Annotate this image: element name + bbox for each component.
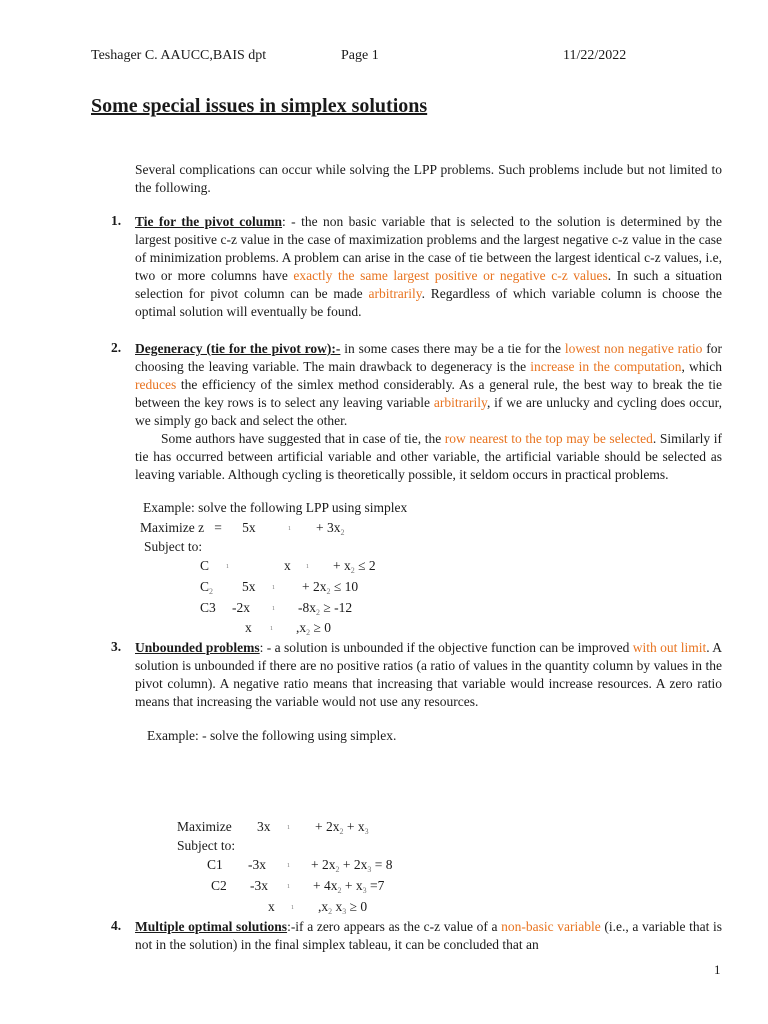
- ex1-c1-label: C: [200, 558, 210, 573]
- header-author: Teshager C. AAUCC,BAIS dpt: [91, 48, 267, 63]
- ex2-nonneg-rest: $,x_2$ $x_3 \ge 0$: [318, 899, 368, 916]
- item-2-highlight: increase in the computation: [530, 359, 682, 374]
- item-2-paragraph: [135, 340, 722, 430]
- item-2-highlight: reduces: [135, 377, 177, 392]
- item-2-text: in some cases there may be a tie for the: [340, 341, 565, 356]
- example-1-label: Example: solve the following LPP using simplex: [143, 500, 408, 515]
- ex2-objective-rest: + $2x_2 + x_3$: [315, 819, 369, 836]
- example-1-objective-tail: + $3x_2$: [316, 520, 345, 537]
- item-2-number: 2.: [111, 340, 122, 355]
- item-2-text: , which: [681, 359, 722, 374]
- item-2-highlight: arbitrarily: [433, 395, 487, 410]
- item-3-text: . A solution is unbounded if there are no positive ratios (a ratio of values in the quantity column by values in the pivot column). A negative ratio means that increasing that variable would increase resources. A zero ratio means that increasing the variable would not use any resources.: [135, 640, 722, 709]
- page-title: Some special issues in simplex solutions: [91, 95, 428, 117]
- ex2-c1-rest: + $2x_2 + 2x_3 = 8$: [311, 857, 393, 874]
- ex2-c2-x1-sub: 1: [287, 884, 290, 890]
- item-3-heading: Unbounded problems: [135, 640, 260, 655]
- item-2-text: for choosing the leaving variable. The main drawback to degeneracy is the: [135, 341, 723, 374]
- ex2-c2-rest: + $4x_2 + x_3 =7$: [313, 878, 385, 895]
- ex2-nonneg-x: x: [268, 899, 275, 914]
- ex1-c3-x1: -2x: [232, 600, 250, 615]
- ex2-objective-x1-sub: 1: [287, 825, 290, 831]
- ex1-c3-x1-sub: 1: [272, 606, 275, 612]
- item-2-paragraph-2: [135, 430, 722, 484]
- item-3-number: 3.: [111, 639, 122, 654]
- ex2-subject: Subject to:: [177, 838, 236, 853]
- ex2-objective-x1: 3x: [257, 819, 271, 834]
- item-4-heading: Multiple optimal solutions: [135, 919, 288, 934]
- ex2-objective-label: Maximize: [177, 819, 232, 834]
- ex2-c1-label: C1: [207, 857, 223, 872]
- item-2-heading: Degeneracy (tie for the pivot row):-: [135, 341, 341, 356]
- item-4-text: :-if a zero appears as the c-z value of a: [287, 919, 502, 934]
- item-3-highlight: with out limit: [632, 640, 707, 655]
- example-1-objective: Maximize z = 5x: [140, 520, 256, 535]
- ex1-c2-label: $C_2$: [200, 579, 214, 596]
- ex1-c1-x1-sub: 1: [306, 564, 309, 570]
- example-1-subject: Subject to:: [144, 539, 203, 554]
- item-1-paragraph: [135, 213, 722, 321]
- item-1-highlight: exactly the same largest positive or negative c-z values: [293, 268, 608, 283]
- item-3-text: : - a solution is unbounded if the objective function can be improved: [259, 640, 633, 655]
- item-1-text: . Regardless of which variable column is choose the optimal solution will eventually be found.: [135, 286, 722, 319]
- item-4-number: 4.: [111, 918, 122, 933]
- ex1-c1-sub: 1: [226, 564, 229, 570]
- ex2-c2-x1: -3x: [250, 878, 268, 893]
- header-page: Page 1: [341, 48, 379, 63]
- item-4-text: (i.e., a variable that is not in the solution) in the final simplex tableau, it can be concluded that an: [135, 919, 722, 952]
- item-1-highlight: arbitrarily: [368, 286, 422, 301]
- item-1-text: . In such a situation selection for pivot column can be made: [135, 268, 722, 301]
- item-2-text: the efficiency of the simlex method considerably. As a general rule, the best way to break the tie between the key rows is to select any leaving variable: [135, 377, 722, 410]
- item-1-heading: Tie for the pivot column: [135, 214, 283, 229]
- ex2-c2-label: C2: [211, 878, 227, 893]
- ex1-c1-rest: + $x_2 \le 2$: [333, 558, 376, 575]
- ex1-nonneg-sub: 1: [270, 626, 273, 632]
- item-4-highlight: non-basic variable: [501, 919, 601, 934]
- ex1-c2-x1-sub: 1: [272, 585, 275, 591]
- item-2-text: , if we are unlucky and cycling does occur, we simply go back and select the other.: [135, 395, 722, 428]
- example-2-label: Example: - solve the following using simplex.: [147, 728, 397, 743]
- item-3-paragraph: [135, 639, 722, 711]
- ex1-nonneg-x: x: [245, 620, 252, 635]
- ex1-c3-label: C3: [200, 600, 216, 615]
- ex1-nonneg-rest: $,x_2 \ge 0$: [296, 620, 332, 637]
- ex2-nonneg-sub: 1: [291, 905, 294, 911]
- item-2-highlight: row nearest to the top may be selected: [444, 431, 653, 446]
- item-2-text: . Similarly if tie has occurred between artificial variable and other variable, the artificial variable should be selected as leaving variable. Although cycling is theoretically possible, it seldom occurs in practical problems.: [135, 431, 722, 482]
- header-date: 11/22/2022: [563, 48, 627, 63]
- ex1-c2-rest: + $2x_2 \le 10$: [302, 579, 359, 596]
- ex1-c3-rest: $-8x_2 \ge -12$: [298, 600, 353, 617]
- item-2-highlight: lowest non negative ratio: [564, 341, 703, 356]
- item-2-text: Some authors have suggested that in case of tie, the: [161, 431, 445, 446]
- item-1-text: : - the non basic variable that is selected to the solution is determined by the largest positive c-z value in the case of maximization problems and the largest negative c-z value in the case of minimization problems. A problem can arise in the case of tie between the largest identical c-z values, i.e, two or more columns have: [135, 214, 722, 283]
- intro-paragraph: Several complications can occur while solving the LPP problems. Such problems include but not limited to the following.: [135, 162, 722, 195]
- ex2-c1-x1: -3x: [248, 857, 266, 872]
- item-1-number: 1.: [111, 213, 122, 228]
- ex1-c1-x1: x: [284, 558, 291, 573]
- example-1-objective-sub: 1: [288, 526, 291, 532]
- page-number: 1: [714, 962, 721, 977]
- item-4-paragraph: [135, 918, 722, 954]
- ex2-c1-x1-sub: 1: [287, 863, 290, 869]
- ex1-c2-x1: 5x: [242, 579, 256, 594]
